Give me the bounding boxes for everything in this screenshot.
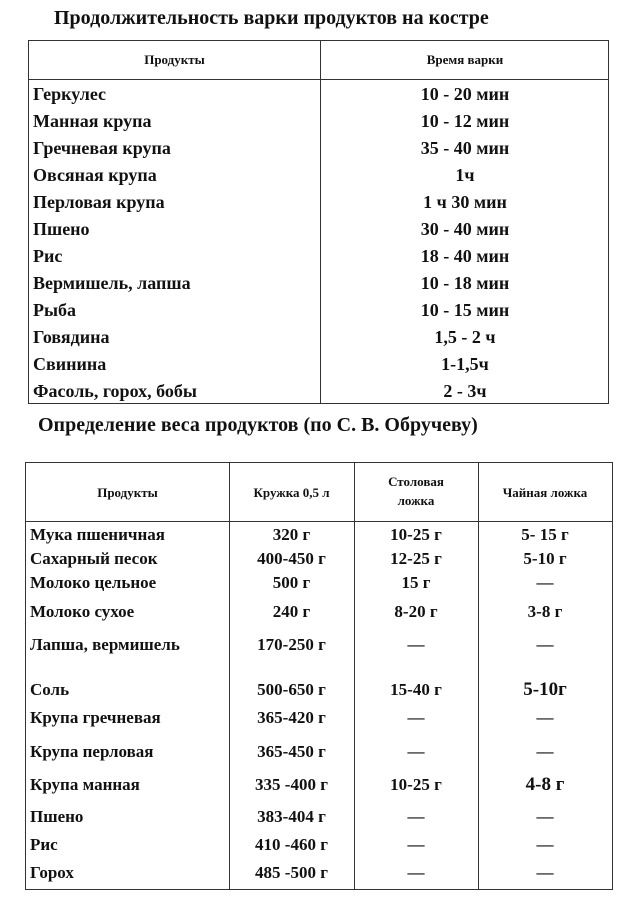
cooking-time: 30 - 40 мин <box>420 219 510 239</box>
product-name: Вермишель, лапша <box>33 273 191 293</box>
product-name: Сахарный песок <box>30 549 158 568</box>
mug-weight: 485 -500 г <box>255 863 328 882</box>
product-name: Крупа гречневая <box>30 708 161 727</box>
table-row <box>26 547 612 571</box>
product-name: Крупа перловая <box>30 742 154 761</box>
table-row <box>29 378 608 405</box>
table-row <box>29 162 608 189</box>
teaspoon-weight: 5-10г <box>523 679 567 700</box>
product-name: Соль <box>30 680 70 699</box>
teaspoon-weight: — <box>536 573 554 592</box>
product-name: Лапша, вермишель <box>30 635 180 654</box>
table-row <box>26 704 612 738</box>
teaspoon-weight: — <box>536 835 554 854</box>
teaspoon-weight: — <box>536 863 554 882</box>
mug-weight: 500 г <box>272 573 311 592</box>
product-name: Говядина <box>33 327 110 347</box>
table-row <box>26 597 612 630</box>
table-row <box>29 324 608 351</box>
product-name: Фасоль, горох, бобы <box>33 381 197 401</box>
cooking-time: 1-1,5ч <box>441 354 489 374</box>
table-row <box>29 108 608 135</box>
cooking-time: 10 - 12 мин <box>420 111 510 131</box>
product-name: Гречневая крупа <box>33 138 171 158</box>
mug-weight: 400-450 г <box>257 549 326 568</box>
cooking-time: 10 - 20 мин <box>420 84 510 104</box>
cooking-time: 1,5 - 2 ч <box>434 327 496 347</box>
product-weight-table <box>25 462 613 890</box>
cooking-time: 10 - 15 мин <box>420 300 510 320</box>
table-row <box>29 270 608 297</box>
tablespoon-weight: — <box>407 635 425 654</box>
mug-weight: 335 -400 г <box>255 775 328 794</box>
product-name: Пшено <box>30 807 84 826</box>
product-name: Рис <box>33 246 63 266</box>
tablespoon-weight: 12-25 г <box>390 549 442 568</box>
cooking-time-table <box>28 40 609 404</box>
teaspoon-weight: — <box>536 635 554 654</box>
tablespoon-weight: — <box>407 742 425 761</box>
table-row <box>29 351 608 378</box>
header-mug: Кружка 0,5 л <box>253 485 330 500</box>
table-row <box>26 771 612 803</box>
weights-table-title: Определение веса продуктов (по С. В. Обручеву) <box>38 414 478 436</box>
teaspoon-weight: — <box>536 807 554 826</box>
tablespoon-weight: 10-25 г <box>390 775 442 794</box>
mug-weight: 383-404 г <box>257 807 326 826</box>
header-products: Продукты <box>97 485 158 500</box>
cooking-table-title: Продолжительность варки продуктов на костре <box>54 7 489 29</box>
table-row <box>29 216 608 243</box>
teaspoon-weight: 5-10 г <box>523 549 567 568</box>
tablespoon-weight: 10-25 г <box>390 525 442 544</box>
table-row <box>29 135 608 162</box>
teaspoon-weight: — <box>536 708 554 727</box>
mug-weight: 170-250 г <box>257 635 326 654</box>
mug-weight: 500-650 г <box>257 680 326 699</box>
table-row <box>29 243 608 270</box>
table-row <box>26 675 612 704</box>
cooking-time: 10 - 18 мин <box>420 273 510 293</box>
table-row <box>29 189 608 216</box>
product-name: Геркулес <box>33 84 107 104</box>
table-row <box>29 297 608 324</box>
product-name: Овсяная крупа <box>33 165 157 185</box>
product-name: Горох <box>30 863 74 882</box>
mug-weight: 365-450 г <box>257 742 326 761</box>
mug-weight: 240 г <box>272 602 311 621</box>
tablespoon-weight: 15-40 г <box>390 680 442 699</box>
product-name: Перловая крупа <box>33 192 165 212</box>
mug-weight: 410 -460 г <box>255 835 328 854</box>
header-divider <box>29 79 608 80</box>
teaspoon-weight: — <box>536 742 554 761</box>
tablespoon-weight: — <box>407 863 425 882</box>
table-row <box>26 803 612 831</box>
cooking-time: 2 - 3ч <box>443 381 487 401</box>
table-row <box>29 81 608 108</box>
product-name: Рис <box>30 835 58 854</box>
tablespoon-weight: — <box>407 708 425 727</box>
teaspoon-weight: 4-8 г <box>525 774 565 795</box>
product-name: Манная крупа <box>33 111 152 131</box>
cooking-time: 1 ч 30 мин <box>423 192 507 212</box>
header-tablespoon-line1: Столовая <box>388 474 444 489</box>
product-name: Пшено <box>33 219 90 239</box>
tablespoon-weight: — <box>407 807 425 826</box>
mug-weight: 320 г <box>272 525 311 544</box>
teaspoon-weight: 3-8 г <box>527 602 563 621</box>
product-name: Рыба <box>33 300 77 320</box>
tablespoon-weight: 8-20 г <box>394 602 438 621</box>
table-row <box>26 571 612 597</box>
header-teaspoon: Чайная ложка <box>502 485 588 500</box>
product-name: Крупа манная <box>30 775 140 794</box>
weight-table-body <box>26 523 612 887</box>
header-cooking-time: Время варки <box>426 52 504 67</box>
mug-weight: 365-420 г <box>257 708 326 727</box>
tablespoon-weight: 15 г <box>401 573 431 592</box>
cooking-time: 18 - 40 мин <box>420 246 510 266</box>
tablespoon-weight: — <box>407 835 425 854</box>
cooking-table-body <box>29 81 608 405</box>
product-name: Свинина <box>33 354 107 374</box>
header-divider <box>26 521 612 522</box>
table-row <box>26 738 612 771</box>
table-row <box>26 859 612 887</box>
cooking-time: 35 - 40 мин <box>420 138 510 158</box>
product-name: Молоко сухое <box>30 602 135 621</box>
header-products: Продукты <box>144 52 205 67</box>
header-tablespoon-line2: ложка <box>397 493 435 508</box>
product-name: Молоко цельное <box>30 573 157 592</box>
table-row <box>26 630 612 675</box>
cooking-time: 1ч <box>455 165 475 185</box>
table-row <box>26 831 612 859</box>
product-name: Мука пшеничная <box>30 525 165 544</box>
teaspoon-weight: 5- 15 г <box>521 525 569 544</box>
table-row <box>26 523 612 547</box>
